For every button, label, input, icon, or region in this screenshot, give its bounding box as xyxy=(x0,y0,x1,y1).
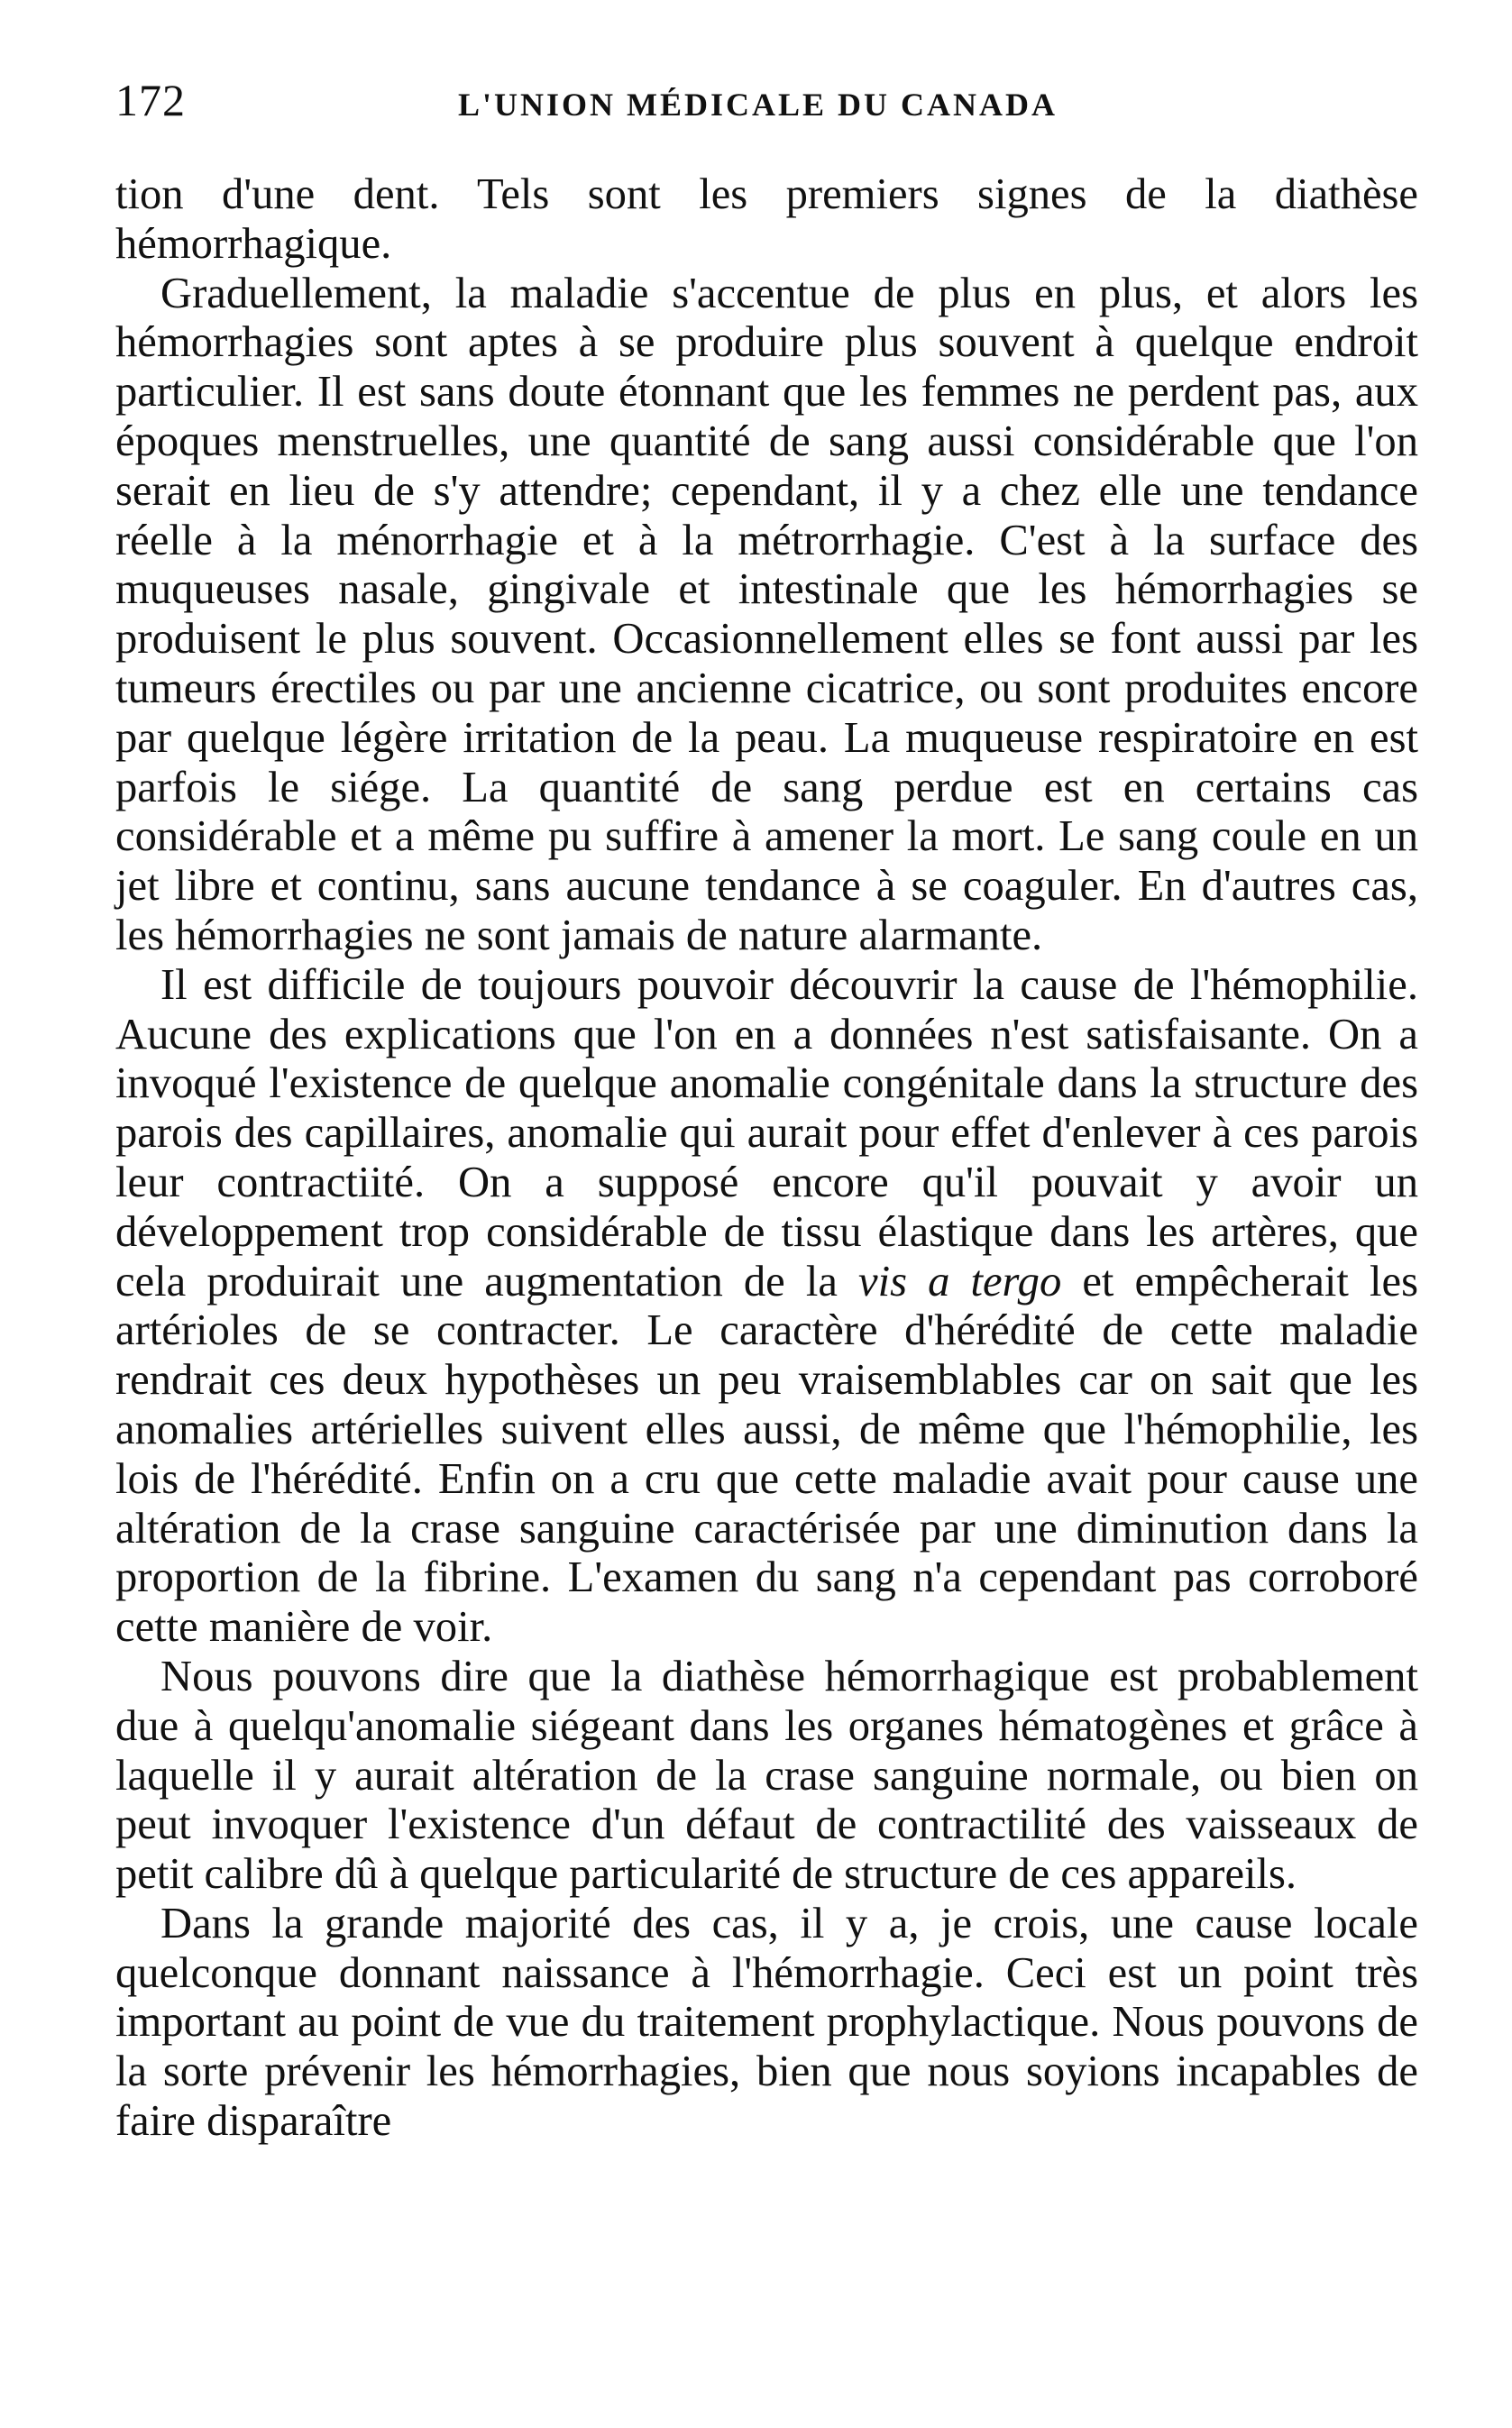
paragraph-causes-text-after: et empêcherait les artérioles de se contracter. Le caractère d'hérédité de cette maladie rendrait ces deux hypothèses un peu vraisemblables car on sait que les anomalies artérielles suivent elles aussi, de même que l'hémophilie, les lois de l'hérédité. Enfin on a cru que cette maladie avait pour cause une altération de la crase sanguine caractérisée par une diminution dans la proportion de la fibrine. L'examen du sang n'a cependant pas corroboré cette manière de voir. xyxy=(115,1256,1419,1652)
paragraph-progression: Graduellement, la maladie s'accentue de plus en plus, et alors les hémorrhagies sont aptes à se produire plus souvent à quelque endroit particulier. Il est sans doute étonnant que les femmes ne perdent pas, aux époques menstruelles, une quantité de sang aussi considérable que l'on serait en lieu de s'y attendre; cependant, il y a chez elle une tendance réelle à la ménorrhagie et à la métrorrhagie. C'est à la surface des muqueuses nasale, gingivale et intestinale que les hémorrhagies se produisent le plus souvent. Occasionnellement elles se font aussi par les tumeurs érectiles ou par une ancienne cicatrice, ou sont produites encore par quelque légère irritation de la peau. La muqueuse respiratoire en est parfois le siége. La quantité de sang perdue est en certains cas considérable et a même pu suffire à amener la mort. Le sang coule en un jet libre et continu, sans aucune tendance à se coaguler. En d'autres cas, les hémorrhagies ne sont jamais de nature alarmante. xyxy=(115,268,1418,959)
paragraph-continuation: tion d'une dent. Tels sont les premiers signes de la diathèse hémorrhagique. xyxy=(115,170,1418,268)
paragraph-local-cause: Dans la grande majorité des cas, il y a, je crois, une cause locale quelconque donnant naissance à l'hémorrhagie. Ceci est un point très important au point de vue du traitement prophylactique. Nous pouvons de la sorte prévenir les hémorrhagies, bien que nous soyions incapables de faire disparaître xyxy=(115,1898,1418,2146)
paragraph-causes xyxy=(115,960,1418,1652)
article-body xyxy=(115,170,1418,2146)
paragraph-causes-emphasis: vis a tergo xyxy=(858,1256,1062,1306)
paragraph-causes-text-before: Il est difficile de toujours pouvoir découvrir la cause de l'hémophilie. Aucune des explications que l'on en a données n'est satisfaisante. On a invoqué l'existence de quelque anomalie congénitale dans la structure des parois des capillaires, anomalie qui aurait pour effet d'enlever à ces parois leur contractiité. On a supposé encore qu'il pouvait y avoir un développement trop considérable de tissu élastique dans les artères, que cela produirait une augmentation de la xyxy=(115,959,1418,1306)
page xyxy=(115,74,1418,2146)
running-head: L'UNION MÉDICALE DU CANADA xyxy=(458,87,1058,123)
page-header xyxy=(115,74,1418,128)
page-number: 172 xyxy=(115,75,186,125)
paragraph-hypothesis: Nous pouvons dire que la diathèse hémorrhagique est probablement due à quelqu'anomalie siégeant dans les organes hématogènes et grâce à laquelle il y aurait altération de la crase sanguine normale, ou bien on peut invoquer l'existence d'un défaut de contractilité des vaisseaux de petit calibre dû à quelque particularité de structure de ces appareils. xyxy=(115,1651,1418,1899)
